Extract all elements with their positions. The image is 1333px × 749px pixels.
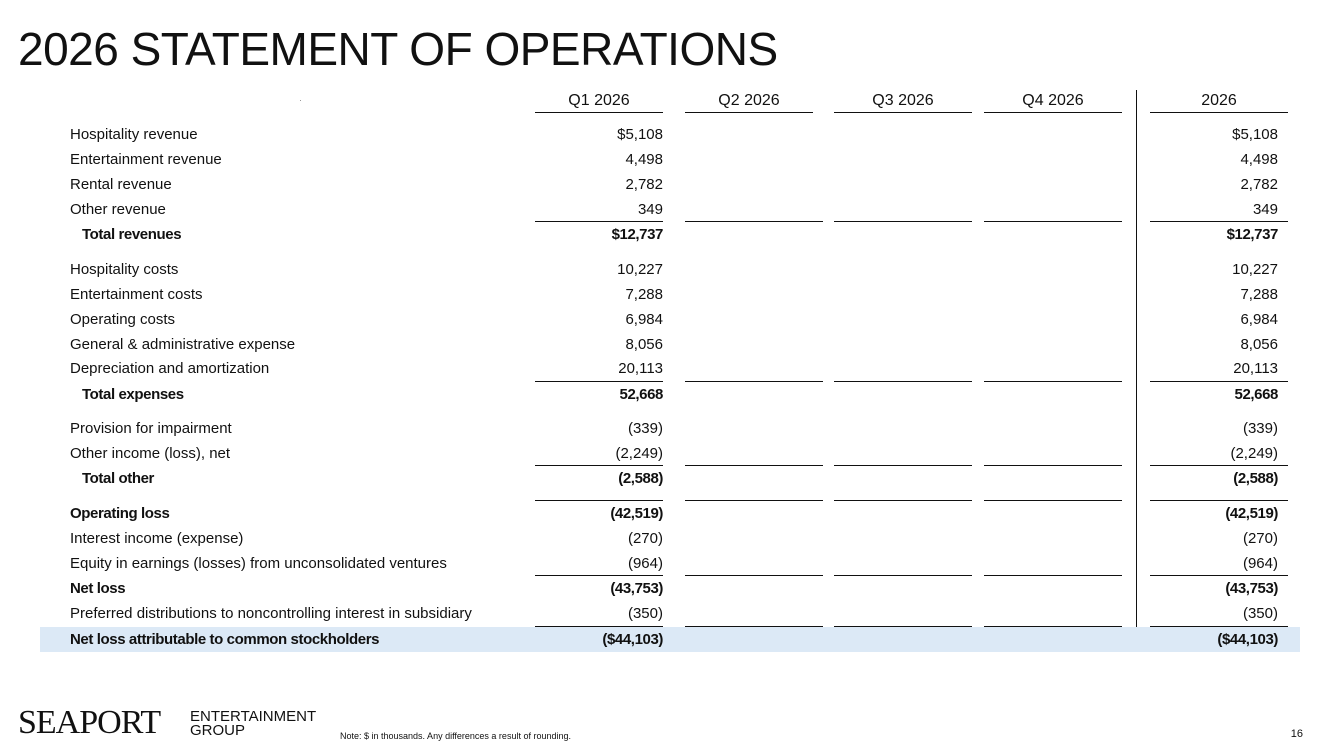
table-rule: [984, 575, 1122, 576]
table-row-subtotal: [40, 576, 1300, 601]
q1-value: ($44,103): [602, 631, 663, 648]
table-rule: [535, 381, 663, 382]
q1-value: 349: [637, 201, 663, 218]
table-rule: [984, 626, 1122, 627]
table-row: [40, 307, 1300, 332]
full-year-value: (964): [1242, 555, 1278, 572]
q1-value: (964): [627, 555, 663, 572]
table-rule: [685, 221, 823, 222]
table-rule: [984, 381, 1122, 382]
row-label: Operating loss: [70, 505, 170, 522]
table-rule: [984, 221, 1122, 222]
table-rule: [1150, 500, 1288, 501]
q1-value: (43,753): [610, 580, 663, 597]
q1-value: (339): [627, 420, 663, 437]
row-label: Total other: [82, 470, 154, 487]
full-year-value: $12,737: [1226, 226, 1278, 243]
row-label: Total revenues: [82, 226, 182, 243]
q1-value: 8,056: [625, 336, 663, 353]
full-year-value: (2,588): [1233, 470, 1278, 487]
row-label: Hospitality costs: [70, 261, 179, 278]
logo-sub-line-1: ENTERTAINMENT: [190, 708, 317, 725]
full-year-value: (42,519): [1225, 505, 1278, 522]
table-rule: [1150, 221, 1288, 222]
table-row: [40, 147, 1300, 172]
row-label: Depreciation and amortization: [70, 360, 270, 377]
column-header-q2: Q2 2026: [685, 90, 813, 113]
row-label: Entertainment revenue: [70, 151, 222, 168]
full-year-value: 6,984: [1240, 311, 1278, 328]
table-row-total: [40, 466, 1300, 491]
table-rule: [984, 500, 1122, 501]
full-year-value: 7,288: [1240, 286, 1278, 303]
row-label: Equity in earnings (losses) from unconsolidated ventures: [70, 555, 447, 572]
logo-sub-line-2: GROUP: [190, 722, 246, 739]
full-year-value: 10,227: [1232, 261, 1278, 278]
row-label: Provision for impairment: [70, 420, 232, 437]
decorative-dot: [300, 100, 301, 101]
table-row: [40, 356, 1300, 381]
row-label: Interest income (expense): [70, 530, 244, 547]
row-label: Rental revenue: [70, 176, 172, 193]
full-year-value: (270): [1242, 530, 1278, 547]
q1-value: (42,519): [610, 505, 663, 522]
table-rule: [685, 465, 823, 466]
table-row: [40, 551, 1300, 576]
row-label: Other income (loss), net: [70, 445, 231, 462]
table-rule: [834, 381, 972, 382]
full-year-value: 20,113: [1233, 360, 1278, 377]
table-rule: [834, 626, 972, 627]
page-title: 2026 STATEMENT OF OPERATIONS: [18, 23, 778, 75]
row-label: Preferred distributions to noncontrolling interest in subsidiary: [70, 605, 472, 622]
q1-value: 10,227: [617, 261, 663, 278]
table-rule: [535, 575, 663, 576]
column-header-full-year: 2026: [1150, 90, 1288, 113]
table-rule: [535, 626, 663, 627]
full-year-value: 2,782: [1240, 176, 1278, 193]
full-year-value: (339): [1242, 420, 1278, 437]
table-row: [40, 441, 1300, 466]
table-row: [40, 601, 1300, 626]
q1-value: 52,668: [619, 386, 663, 403]
full-year-value: (350): [1242, 605, 1278, 622]
row-label: General & administrative expense: [70, 336, 296, 353]
row-label: Total expenses: [82, 386, 184, 403]
table-row-total: [40, 222, 1300, 247]
full-year-value: ($44,103): [1217, 631, 1278, 648]
column-header-q1: Q1 2026: [535, 90, 663, 113]
table-rule: [834, 221, 972, 222]
table-row-subtotal: [40, 501, 1300, 526]
table-rule: [685, 381, 823, 382]
q1-value: 6,984: [625, 311, 663, 328]
table-rule: [685, 500, 823, 501]
column-header-q3: Q3 2026: [834, 90, 972, 113]
table-rule: [834, 465, 972, 466]
full-year-value: 4,498: [1240, 151, 1278, 168]
table-row: [40, 282, 1300, 307]
table-row: [40, 197, 1300, 222]
full-year-value: 349: [1252, 201, 1278, 218]
row-label: Other revenue: [70, 201, 166, 218]
table-rule: [685, 626, 823, 627]
row-label: Net loss attributable to common stockholders: [70, 631, 380, 648]
q1-value: 20,113: [618, 360, 663, 377]
table-rule: [1150, 575, 1288, 576]
table-rule: [535, 500, 663, 501]
table-rule: [1150, 381, 1288, 382]
row-label: Entertainment costs: [70, 286, 203, 303]
full-year-value: 52,668: [1234, 386, 1278, 403]
table-rule: [834, 500, 972, 501]
table-rule: [535, 221, 663, 222]
company-logo-subtitle: [190, 710, 316, 738]
table-rule: [834, 575, 972, 576]
company-logo: SEAPORT: [18, 704, 161, 741]
table-row: [40, 257, 1300, 282]
table-row: [40, 416, 1300, 441]
q1-value: (2,588): [618, 470, 663, 487]
table-rule: [984, 465, 1122, 466]
table-row-net-loss-common: [40, 627, 1300, 652]
table-row: [40, 526, 1300, 551]
table-row-total: [40, 382, 1300, 407]
full-year-value: 8,056: [1240, 336, 1278, 353]
column-header-q4: Q4 2026: [984, 90, 1122, 113]
table-rule: [535, 465, 663, 466]
row-label: Net loss: [70, 580, 126, 597]
footnote: Note: $ in thousands. Any differences a result of rounding.: [340, 731, 571, 741]
table-row: [40, 122, 1300, 147]
row-label: Operating costs: [70, 311, 176, 328]
q1-value: 2,782: [625, 176, 663, 193]
q1-value: (2,249): [615, 445, 663, 462]
table-rule: [1150, 465, 1288, 466]
full-year-value: $5,108: [1232, 126, 1278, 143]
table-rule: [1150, 626, 1288, 627]
table-rule: [685, 575, 823, 576]
q1-value: (270): [627, 530, 663, 547]
table-row: [40, 172, 1300, 197]
q1-value: 4,498: [625, 151, 663, 168]
q1-value: $5,108: [617, 126, 663, 143]
q1-value: $12,737: [611, 226, 663, 243]
q1-value: (350): [627, 605, 663, 622]
page-number: 16: [1290, 728, 1303, 740]
full-year-value: (43,753): [1225, 580, 1278, 597]
table-row: [40, 332, 1300, 357]
full-year-value: (2,249): [1230, 445, 1278, 462]
q1-value: 7,288: [625, 286, 663, 303]
row-label: Hospitality revenue: [70, 126, 198, 143]
